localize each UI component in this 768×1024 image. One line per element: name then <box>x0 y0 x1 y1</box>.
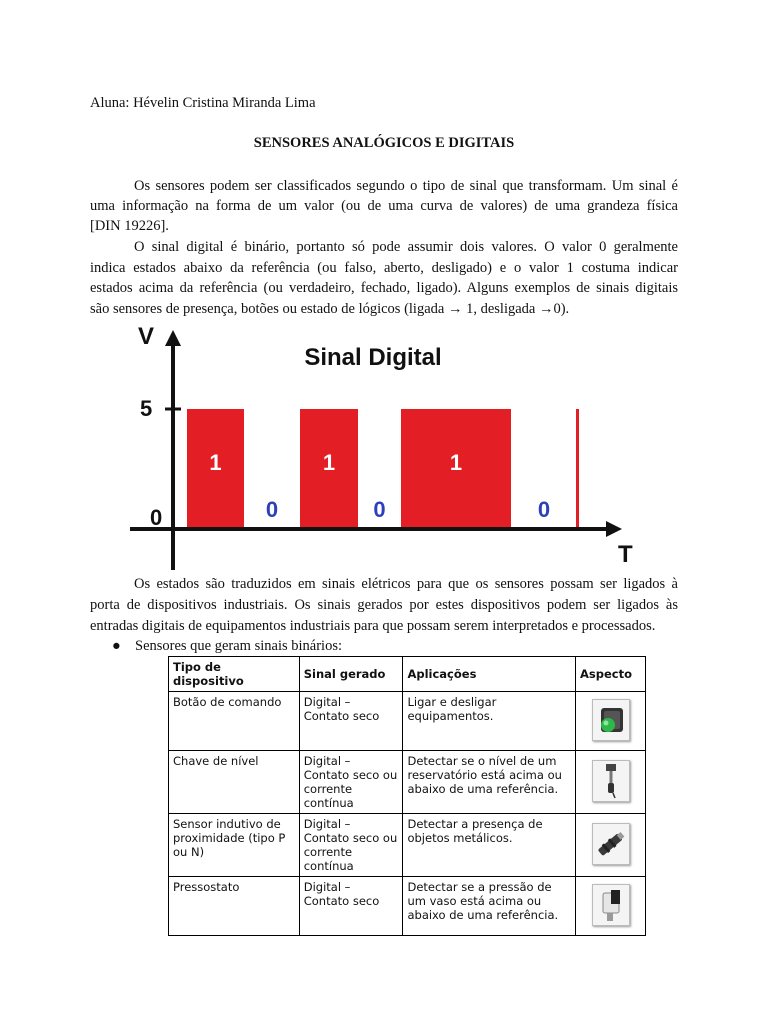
signal-label-one: 1 <box>449 450 463 475</box>
signal-label-one: 1 <box>322 450 336 475</box>
paragraph-line: entradas digitais de equipamentos industriais para que possam serem interpretados e processados. <box>90 618 656 634</box>
table-row <box>169 877 646 936</box>
signal-label-one: 1 <box>209 450 222 475</box>
signal-rising-edge <box>576 409 579 529</box>
paragraph-line: porta de dispositivos industriais. Os sinais gerados por estes dispositivos podem ser ligados às <box>90 597 678 613</box>
paragraph-line: Os sensores podem ser classificados segundo o tipo de sinal que transformam. Um sinal é <box>134 178 678 194</box>
x-axis-arrow <box>606 521 622 537</box>
paragraph-line: Os estados são traduzidos em sinais elétricos para que os sensores possam ser ligados à <box>134 576 678 592</box>
cell-aspecto <box>576 751 646 814</box>
paragraph-line: O sinal digital é binário, portanto só pode assumir dois valores. O valor 0 geralmente <box>134 239 678 255</box>
cell-tipo: Pressostato <box>169 877 300 936</box>
cell-sinal: Digital – Contato seco ou corrente contínua <box>299 814 403 877</box>
y-tick-label-0: 0 <box>150 505 163 530</box>
cell-sinal: Digital – Contato seco ou corrente contínua <box>299 751 403 814</box>
document-title: SENSORES ANALÓGICOS E DIGITAIS <box>253 135 515 151</box>
author-line: Aluna: Hévelin Cristina Miranda Lima <box>90 95 316 111</box>
cell-tipo: Botão de comando <box>169 692 300 751</box>
cell-aspecto <box>576 877 646 936</box>
header-tipo: Tipo de dispositivo <box>169 657 300 692</box>
inductive-sensor-icon <box>592 823 630 865</box>
y-axis-arrow <box>165 330 181 346</box>
cell-aplicacoes: Ligar e desligar equipamentos. <box>403 692 576 751</box>
level-switch-icon <box>592 760 630 802</box>
cell-sinal: Digital – Contato seco <box>299 692 403 751</box>
device-table <box>168 656 646 936</box>
cell-aspecto <box>576 692 646 751</box>
paragraph-line: indica estados abaixo da referência (ou falso, aberto, desligado) e o valor 1 costuma indicar <box>90 260 678 276</box>
paragraph-line: uma informação na forma de um valor (ou de uma curva de valores) de uma grandeza física <box>90 198 678 214</box>
paragraph-line: estados acima da referência (ou verdadeiro, fechado, ligado). Alguns exemplos de sinais digitais <box>90 280 678 296</box>
x-axis-label: T <box>618 541 633 568</box>
bullet-text: Sensores que geram sinais binários: <box>135 638 342 654</box>
header-sinal: Sinal gerado <box>299 657 403 692</box>
cell-sinal: Digital – Contato seco <box>299 877 403 936</box>
signal-label-zero: 0 <box>537 497 551 522</box>
signal-marks <box>187 409 579 529</box>
cell-tipo: Chave de nível <box>169 751 300 814</box>
cell-aspecto <box>576 814 646 877</box>
table-header-row <box>169 657 646 692</box>
bullet-dot-icon: ● <box>112 638 121 654</box>
cell-tipo: Sensor indutivo de proximidade (tipo P ou N) <box>169 814 300 877</box>
pressure-switch-icon <box>592 884 630 926</box>
y-axis-label: V <box>138 323 155 350</box>
paragraph-line: são sensores de presença, botões ou estado de lógicos (ligada → 1, desligada →0). <box>90 301 570 317</box>
table-row <box>169 751 646 814</box>
header-aplicacoes: Aplicações <box>403 657 576 692</box>
digital-signal-chart <box>120 318 650 580</box>
push-button-icon <box>592 699 630 741</box>
table-row <box>169 814 646 877</box>
cell-aplicacoes: Detectar se o nível de um reservatório está acima ou abaixo de uma referência. <box>403 751 576 814</box>
chart-title: Sinal Digital <box>304 344 442 371</box>
table-row <box>169 692 646 751</box>
y-tick-label-5: 5 <box>140 396 153 421</box>
header-aspecto: Aspecto <box>576 657 646 692</box>
cell-aplicacoes: Detectar se a pressão de um vaso está acima ou abaixo de uma referência. <box>403 877 576 936</box>
signal-label-zero: 0 <box>373 497 386 522</box>
signal-label-zero: 0 <box>265 497 279 522</box>
paragraph-line: [DIN 19226]. <box>90 218 169 234</box>
cell-aplicacoes: Detectar a presença de objetos metálicos. <box>403 814 576 877</box>
